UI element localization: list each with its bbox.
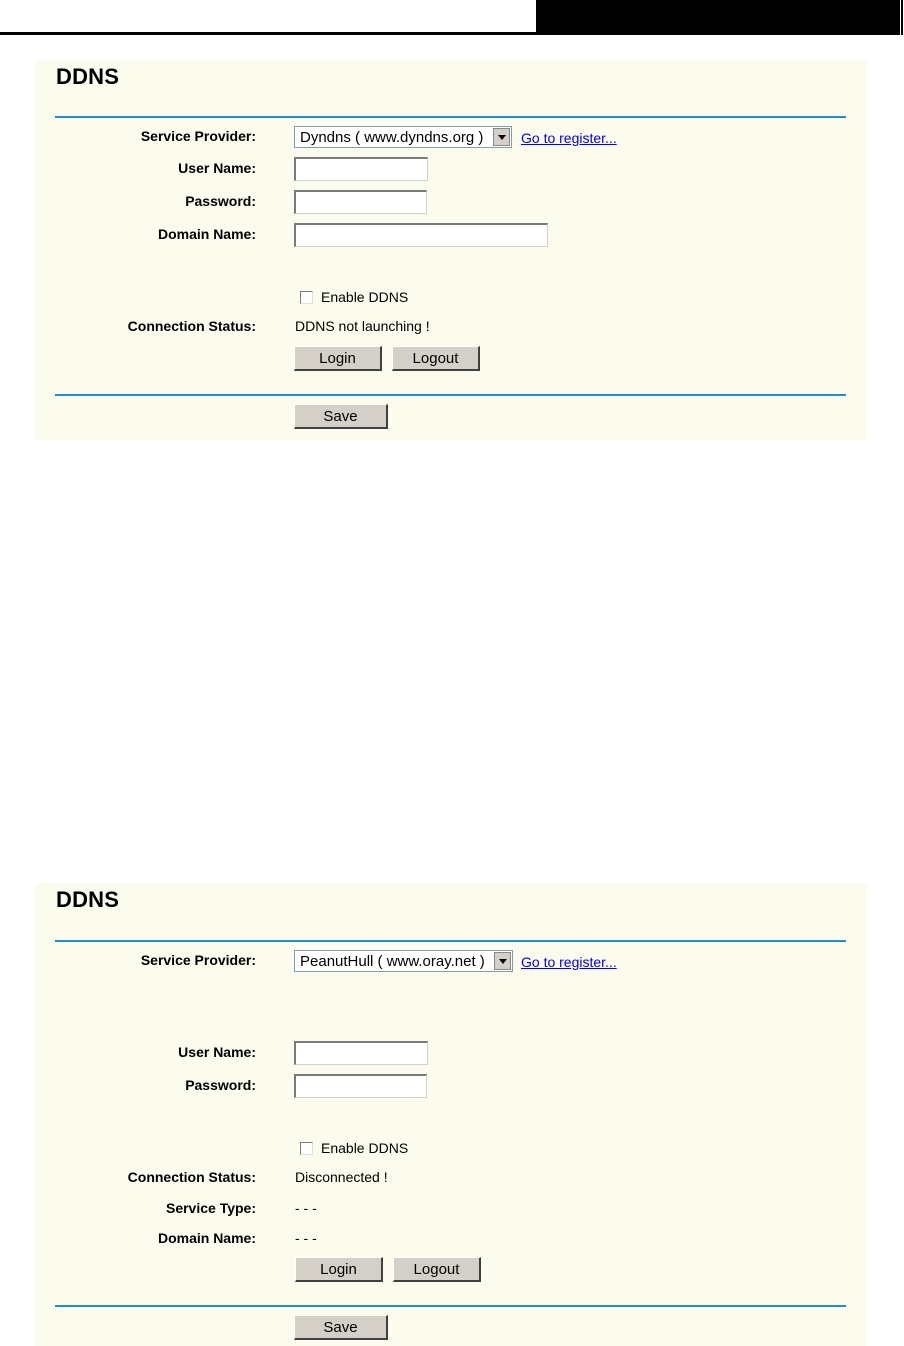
login-button[interactable]: Login — [294, 346, 382, 371]
user-name-label: User Name: — [178, 160, 256, 176]
connection-status-label: Connection Status: — [127, 1169, 256, 1185]
header-rule — [0, 32, 536, 35]
header-edge-mark — [901, 0, 903, 35]
top-divider — [55, 116, 846, 118]
save-button[interactable]: Save — [294, 1315, 388, 1340]
service-type-label: Service Type: — [165, 1200, 256, 1216]
user-name-input[interactable] — [294, 157, 428, 181]
enable-ddns-checkbox[interactable] — [300, 1142, 313, 1155]
ddns-panel-peanuthull — [35, 883, 867, 1346]
service-provider-label: Service Provider: — [140, 128, 256, 144]
service-provider-selected: Dyndns ( www.dyndns.org ) — [300, 128, 484, 146]
user-name-label: User Name: — [178, 1044, 256, 1060]
enable-ddns-row[interactable] — [300, 289, 408, 305]
register-link[interactable]: Go to register... — [521, 954, 617, 970]
enable-ddns-row[interactable] — [300, 1140, 408, 1156]
connection-status-value: Disconnected ! — [295, 1169, 388, 1185]
bottom-divider — [55, 394, 846, 396]
connection-status-value: DDNS not launching ! — [295, 318, 430, 334]
service-provider-select[interactable] — [294, 950, 513, 972]
ddns-panel-dyndns — [35, 60, 867, 440]
chevron-down-icon[interactable] — [493, 128, 510, 146]
password-label: Password: — [185, 193, 256, 209]
page-title: DDNS — [56, 887, 120, 912]
service-provider-selected: PeanutHull ( www.oray.net ) — [300, 952, 485, 970]
login-button[interactable]: Login — [295, 1257, 383, 1282]
enable-ddns-checkbox[interactable] — [300, 291, 313, 304]
logout-button[interactable]: Logout — [392, 346, 480, 371]
domain-name-label: Domain Name: — [157, 1230, 256, 1246]
password-label: Password: — [185, 1077, 256, 1093]
user-name-input[interactable] — [294, 1041, 428, 1065]
register-link[interactable]: Go to register... — [521, 130, 617, 146]
domain-name-input[interactable] — [294, 223, 548, 247]
save-button[interactable]: Save — [294, 404, 388, 429]
chevron-down-icon[interactable] — [494, 952, 511, 970]
enable-ddns-label: Enable DDNS — [321, 289, 409, 305]
domain-name-value: - - - — [295, 1230, 317, 1246]
service-provider-label: Service Provider: — [140, 952, 256, 968]
service-type-value: - - - — [295, 1200, 317, 1216]
bottom-divider — [55, 1305, 846, 1307]
domain-name-label: Domain Name: — [157, 226, 256, 242]
header-black-bar — [536, 0, 900, 35]
top-divider — [55, 940, 846, 942]
password-input[interactable] — [294, 1074, 427, 1098]
logout-button[interactable]: Logout — [393, 1257, 481, 1282]
enable-ddns-label: Enable DDNS — [321, 1140, 409, 1156]
page-title: DDNS — [56, 64, 120, 89]
password-input[interactable] — [294, 190, 427, 214]
service-provider-select[interactable] — [294, 126, 512, 148]
connection-status-label: Connection Status: — [127, 318, 256, 334]
